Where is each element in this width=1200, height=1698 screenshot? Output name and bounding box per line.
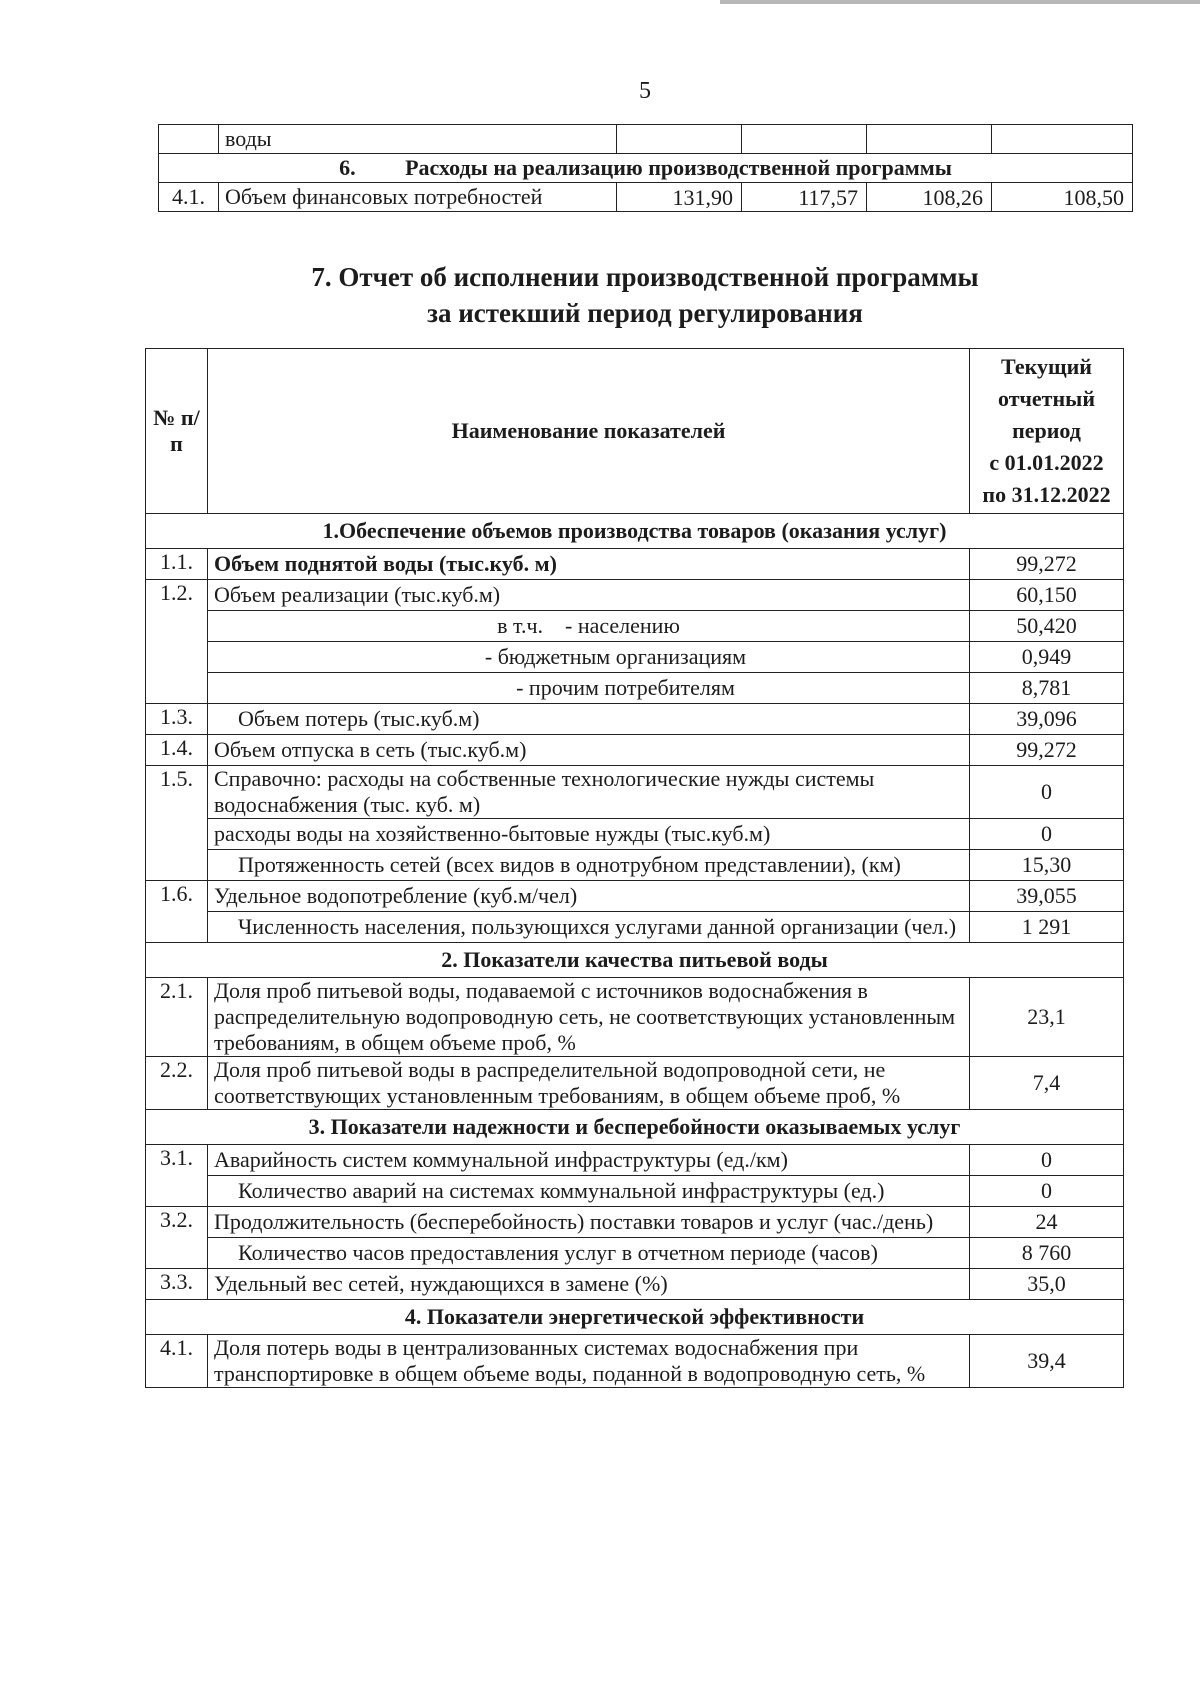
table-row: 1.3. Объем потерь (тыс.куб.м) 39,096 bbox=[146, 704, 1124, 735]
scan-edge-mark bbox=[720, 0, 1200, 4]
value-cell: 39,055 bbox=[970, 881, 1124, 912]
value-cell: 131,90 bbox=[617, 183, 742, 212]
table-row: 3.3. Удельный вес сетей, нуждающихся в замене (%) 35,0 bbox=[146, 1269, 1124, 1300]
value-cell: 99,272 bbox=[970, 549, 1124, 580]
table-row: 1.4. Объем отпуска в сеть (тыс.куб.м) 99,272 bbox=[146, 735, 1124, 766]
value-cell: 39,4 bbox=[970, 1335, 1124, 1388]
row-label: воды bbox=[219, 125, 617, 154]
value-cell: 99,272 bbox=[970, 735, 1124, 766]
value-cell: 50,420 bbox=[970, 611, 1124, 642]
section-number: 6. bbox=[339, 155, 356, 180]
row-label: Объем отпуска в сеть (тыс.куб.м) bbox=[208, 735, 970, 766]
table-row: 1.5. Справочно: расходы на собственные технологические нужды системы водоснабжения (тыс. куб. м) 0 bbox=[146, 766, 1124, 819]
row-label: расходы воды на хозяйственно-бытовые нужды (тыс.куб.м) bbox=[208, 819, 970, 850]
row-label: Протяженность сетей (всех видов в однотрубном представлении), (км) bbox=[208, 850, 970, 881]
value-cell: 108,50 bbox=[992, 183, 1133, 212]
row-label: Численность населения, пользующихся услугами данной организации (чел.) bbox=[208, 912, 970, 943]
report-table bbox=[145, 348, 1124, 1388]
page-number: 5 bbox=[639, 78, 651, 104]
section-row bbox=[159, 154, 1133, 183]
row-label: Продолжительность (бесперебойность) поставки товаров и услуг (час./день) bbox=[208, 1207, 970, 1238]
row-index: 4.1. bbox=[159, 183, 219, 212]
table-row bbox=[159, 183, 1133, 212]
section-row bbox=[146, 1110, 1124, 1145]
continuation-table bbox=[158, 124, 1133, 212]
value-cell: 0 bbox=[970, 1145, 1124, 1176]
value-cell: 0 bbox=[970, 1176, 1124, 1207]
header-period: Текущий отчетный период с 01.01.2022 по 31.12.2022 bbox=[970, 349, 1124, 514]
value-cell: 0 bbox=[970, 819, 1124, 850]
section-title: 3. Показатели надежности и бесперебойности оказываемых услуг bbox=[146, 1110, 1124, 1145]
value-cell: 117,57 bbox=[742, 183, 867, 212]
row-label: Доля проб питьевой воды в распределительной водопроводной сети, не соответствующих установленным требованиям, в общем объеме проб, % bbox=[208, 1057, 970, 1110]
table-row bbox=[146, 1238, 1124, 1269]
value-cell: 8 760 bbox=[970, 1238, 1124, 1269]
value-cell: 1 291 bbox=[970, 912, 1124, 943]
row-label: Удельное водопотребление (куб.м/чел) bbox=[208, 881, 970, 912]
table-row: 3.2. Продолжительность (бесперебойность) поставки товаров и услуг (час./день) 24 bbox=[146, 1207, 1124, 1238]
row-label: Объем поднятой воды (тыс.куб. м) bbox=[208, 549, 970, 580]
value-cell: 0 bbox=[970, 766, 1124, 819]
section-row bbox=[146, 1300, 1124, 1335]
value-cell: 35,0 bbox=[970, 1269, 1124, 1300]
value-cell: 0,949 bbox=[970, 642, 1124, 673]
table-row: 3.1. Аварийность систем коммунальной инфраструктуры (ед./км) 0 bbox=[146, 1145, 1124, 1176]
table-row bbox=[146, 673, 1124, 704]
row-label: - бюджетным организациям bbox=[208, 642, 970, 673]
value-cell: 108,26 bbox=[867, 183, 992, 212]
section-title: 4. Показатели энергетической эффективности bbox=[146, 1300, 1124, 1335]
value-cell: 8,781 bbox=[970, 673, 1124, 704]
table-row bbox=[159, 125, 1133, 154]
value-cell: 15,30 bbox=[970, 850, 1124, 881]
row-label: Доля потерь воды в централизованных системах водоснабжения при транспортировке в общем объеме воды, поданной в водопроводную сеть, % bbox=[208, 1335, 970, 1388]
table-row bbox=[146, 819, 1124, 850]
report-title-line-1: 7. Отчет об исполнении производственной программы bbox=[311, 262, 979, 292]
section-row bbox=[146, 943, 1124, 978]
section-title: Расходы на реализацию производственной программы bbox=[405, 155, 952, 180]
table-row: 1.2. Объем реализации (тыс.куб.м) 60,150 bbox=[146, 580, 1124, 611]
row-label: Объем реализации (тыс.куб.м) bbox=[208, 580, 970, 611]
section-title: 2. Показатели качества питьевой воды bbox=[146, 943, 1124, 978]
row-label: Аварийность систем коммунальной инфраструктуры (ед./км) bbox=[208, 1145, 970, 1176]
table-row: 1.1. Объем поднятой воды (тыс.куб. м) 99,272 bbox=[146, 549, 1124, 580]
header-num: № п/п bbox=[146, 349, 208, 514]
row-label: Объем потерь (тыс.куб.м) bbox=[208, 704, 970, 735]
table-row: 1.6. Удельное водопотребление (куб.м/чел) 39,055 bbox=[146, 881, 1124, 912]
table-row bbox=[146, 1176, 1124, 1207]
value-cell: 60,150 bbox=[970, 580, 1124, 611]
section-row bbox=[146, 514, 1124, 549]
table-row: 4.1. Доля потерь воды в централизованных системах водоснабжения при транспортировке в общем объеме воды, поданной в водопроводную сеть, % 39,4 bbox=[146, 1335, 1124, 1388]
row-label: в т.ч. - населению bbox=[208, 611, 970, 642]
value-cell: 7,4 bbox=[970, 1057, 1124, 1110]
row-label: Доля проб питьевой воды, подаваемой с источников водоснабжения в распределительную водопроводную сеть, не соответствующих установленным требованиям, в общем объеме проб, % bbox=[208, 978, 970, 1057]
table-row bbox=[146, 850, 1124, 881]
report-title-line-2: за истекший период регулирования bbox=[427, 298, 863, 328]
section-title: 1.Обеспечение объемов производства товаров (оказания услуг) bbox=[146, 514, 1124, 549]
table-row: 2.1. Доля проб питьевой воды, подаваемой с источников водоснабжения в распределительную водопроводную сеть, не соответствующих установленным требованиям, в общем объеме проб, % 23,1 bbox=[146, 978, 1124, 1057]
row-label: Удельный вес сетей, нуждающихся в замене (%) bbox=[208, 1269, 970, 1300]
value-cell: 24 bbox=[970, 1207, 1124, 1238]
header-row bbox=[146, 349, 1124, 514]
row-label: Справочно: расходы на собственные технологические нужды системы водоснабжения (тыс. куб. м) bbox=[208, 766, 970, 819]
table-row bbox=[146, 912, 1124, 943]
row-label: - прочим потребителям bbox=[208, 673, 970, 704]
table-row bbox=[146, 611, 1124, 642]
value-cell: 39,096 bbox=[970, 704, 1124, 735]
header-name: Наименование показателей bbox=[208, 349, 970, 514]
value-cell: 23,1 bbox=[970, 978, 1124, 1057]
row-label: Количество аварий на системах коммунальной инфраструктуры (ед.) bbox=[208, 1176, 970, 1207]
table-row: 2.2. Доля проб питьевой воды в распределительной водопроводной сети, не соответствующих установленным требованиям, в общем объеме проб, % 7,4 bbox=[146, 1057, 1124, 1110]
row-label: Количество часов предоставления услуг в отчетном периоде (часов) bbox=[208, 1238, 970, 1269]
row-label: Объем финансовых потребностей bbox=[219, 183, 617, 212]
table-row bbox=[146, 642, 1124, 673]
